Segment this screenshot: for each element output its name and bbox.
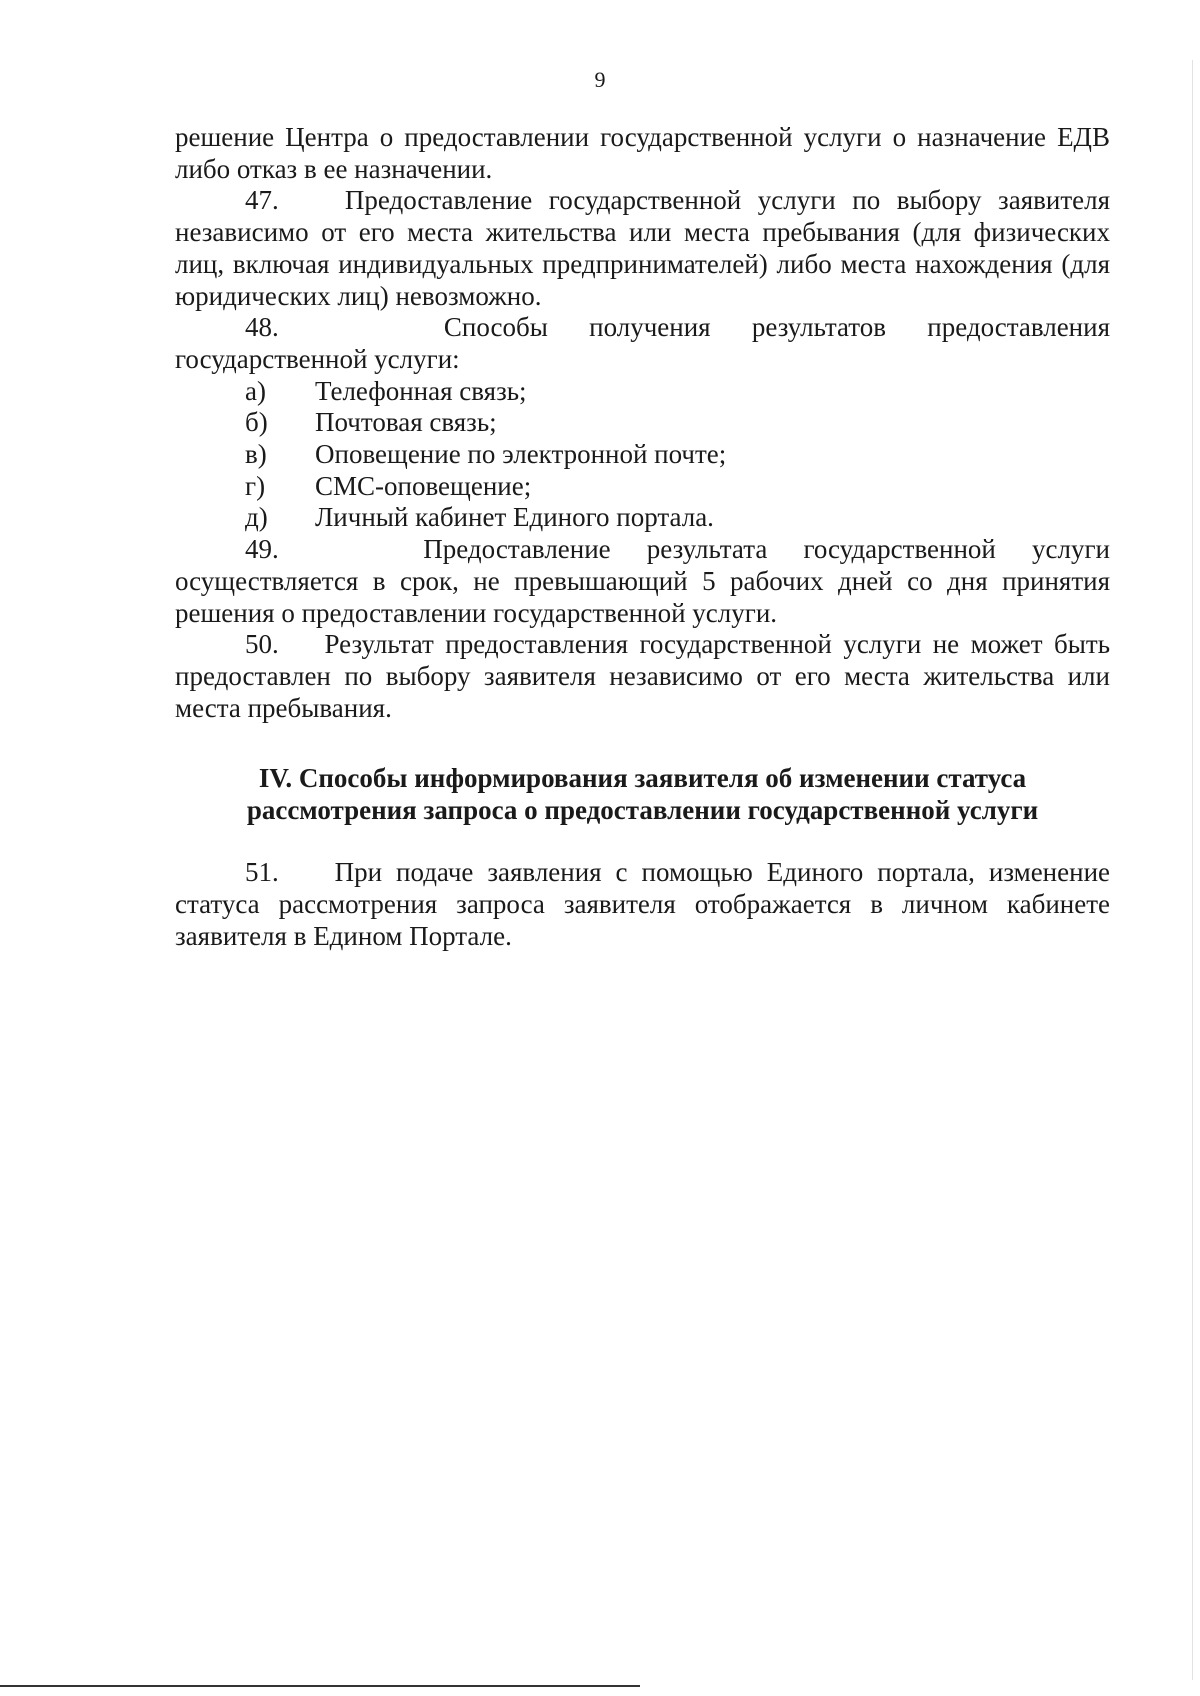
paragraph-47-number: 47. xyxy=(245,185,279,216)
section-heading xyxy=(175,762,1110,826)
list-item-text: Оповещение по электронной почте; xyxy=(315,439,727,470)
list-item xyxy=(175,407,1110,439)
bottom-scan-line xyxy=(0,1685,640,1687)
list-item xyxy=(175,502,1110,534)
list-item xyxy=(175,376,1110,408)
page-number: 9 xyxy=(594,67,606,92)
paragraph-51-number: 51. xyxy=(245,857,279,887)
list-item-text: Личный кабинет Единого портала. xyxy=(315,502,714,533)
paragraph-49-line1 xyxy=(175,534,1110,566)
list-marker: в) xyxy=(245,439,267,470)
list-marker: б) xyxy=(245,407,268,438)
paragraph-51-text: При подаче заявления с помощью Единого портала, изменение статуса рассмотрения запроса заявителя отображается в личном кабинете заявителя в Едином Портале. xyxy=(175,857,1110,951)
list-item-text: СМС-оповещение; xyxy=(315,470,532,501)
paragraph-51 xyxy=(175,856,1110,952)
document-body xyxy=(175,122,1110,724)
paragraph-47 xyxy=(175,185,1110,312)
paragraph-49-text-line1: Предоставление результата государственной услуги xyxy=(423,534,1110,565)
paragraph-49-number: 49. xyxy=(245,534,279,565)
list-item-text: Почтовая связь; xyxy=(315,407,497,438)
paragraph-49-rest: осуществляется в срок, не превышающий 5 рабочих дней со дня принятия решения о предоставлении государственной услуги. xyxy=(175,565,1110,628)
paragraph-48-line1 xyxy=(175,312,1110,344)
paragraph-50 xyxy=(175,629,1110,724)
list-marker: г) xyxy=(245,470,266,501)
list-marker: а) xyxy=(245,375,266,406)
paragraph-47-text: Предоставление государственной услуги по выбору заявителя независимо от его места жительства или места пребывания (для физических лиц, включая индивидуальных предпринимателей) либо места нахождения (для юридических лиц) невозможно. xyxy=(175,185,1110,311)
paragraph-50-text: Результат предоставления государственной услуги не может быть предоставлен по выбору заявителя независимо от его места жительства или места пребывания. xyxy=(175,629,1111,723)
list-item xyxy=(175,439,1110,471)
list-marker: д) xyxy=(245,502,268,533)
paragraph-continuation: решение Центра о предоставлении государственной услуги о назначение ЕДВ либо отказ в ее назначении. xyxy=(175,122,1110,184)
paragraph-50-number: 50. xyxy=(245,629,279,660)
section-heading-line2: рассмотрения запроса о предоставлении государственной услуги xyxy=(246,795,1039,825)
scan-edge-shadow xyxy=(1192,60,1193,1680)
paragraph-48-line2: государственной услуги: xyxy=(175,343,460,374)
paragraph-48-number: 48. xyxy=(245,312,279,343)
section-heading-line1: IV. Способы информирования заявителя об изменении статуса xyxy=(258,763,1027,793)
list-item-text: Телефонная связь; xyxy=(315,375,527,406)
result-methods-list xyxy=(175,376,1110,535)
paragraph-48-text-line1: Способы получения результатов предоставления xyxy=(443,312,1110,343)
list-item xyxy=(175,471,1110,503)
